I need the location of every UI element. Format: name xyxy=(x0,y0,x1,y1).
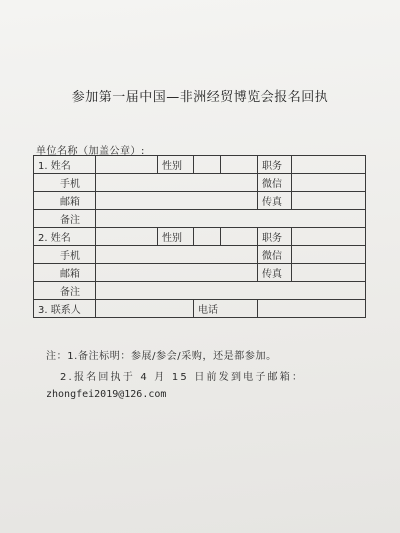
entry-1-name-label: 1. 姓名 xyxy=(34,156,96,174)
entry-1-wechat-label: 微信 xyxy=(258,174,292,192)
table-row xyxy=(34,174,366,192)
note-line-2: 2.报名回执于 4 月 15 日前发到电子邮箱： xyxy=(60,372,305,383)
entry-1-gender-label: 性别 xyxy=(158,156,194,174)
entry-1-gender-field[interactable] xyxy=(194,156,221,174)
entry-1-fax-field[interactable] xyxy=(292,192,366,210)
entry-2-name-label: 2. 姓名 xyxy=(34,228,96,246)
entry-1-fax-label: 传真 xyxy=(258,192,292,210)
entry-2-phone-label: 手机 xyxy=(34,246,96,264)
entry-2-position-field[interactable] xyxy=(292,228,366,246)
table-row xyxy=(34,300,366,318)
table-row xyxy=(34,246,366,264)
entry-2-email-label: 邮箱 xyxy=(34,264,96,282)
note-line-1: 注：1.备注标明：参展/参会/采购，还是都参加。 xyxy=(46,351,277,362)
blank-cell xyxy=(221,228,258,246)
entry-2-wechat-field[interactable] xyxy=(292,246,366,264)
entry-2-gender-field[interactable] xyxy=(194,228,221,246)
entry-2-name-field[interactable] xyxy=(96,228,158,246)
entry-1-name-field[interactable] xyxy=(96,156,158,174)
entry-2-position-label: 职务 xyxy=(258,228,292,246)
entry-2-remark-field[interactable] xyxy=(96,282,366,300)
registration-table xyxy=(33,155,366,318)
table-row xyxy=(34,228,366,246)
entry-2-fax-field[interactable] xyxy=(292,264,366,282)
entry-1-position-label: 职务 xyxy=(258,156,292,174)
entry-1-remark-field[interactable] xyxy=(96,210,366,228)
contact-email: zhongfei2019@126.com xyxy=(46,389,167,400)
entry-1-email-field[interactable] xyxy=(96,192,258,210)
table-row xyxy=(34,192,366,210)
entry-2-gender-label: 性别 xyxy=(158,228,194,246)
entry-1-email-label: 邮箱 xyxy=(34,192,96,210)
entry-2-fax-label: 传真 xyxy=(258,264,292,282)
table-row xyxy=(34,264,366,282)
entry-2-email-field[interactable] xyxy=(96,264,258,282)
contact-phone-field[interactable] xyxy=(258,300,366,318)
table-row xyxy=(34,156,366,174)
entry-1-wechat-field[interactable] xyxy=(292,174,366,192)
blank-cell xyxy=(221,156,258,174)
entry-1-remark-label: 备注 xyxy=(34,210,96,228)
entry-2-remark-label: 备注 xyxy=(34,282,96,300)
unit-name-label: 单位名称（加盖公章）: xyxy=(36,146,145,157)
entry-1-position-field[interactable] xyxy=(292,156,366,174)
entry-2-wechat-label: 微信 xyxy=(258,246,292,264)
entry-1-phone-label: 手机 xyxy=(34,174,96,192)
contact-name-field[interactable] xyxy=(96,300,194,318)
entry-2-phone-field[interactable] xyxy=(96,246,258,264)
contact-label: 3. 联系人 xyxy=(34,300,96,318)
table-row xyxy=(34,210,366,228)
contact-phone-label: 电话 xyxy=(194,300,258,318)
page-title: 参加第一届中国—非洲经贸博览会报名回执 xyxy=(71,90,329,105)
entry-1-phone-field[interactable] xyxy=(96,174,258,192)
table-row xyxy=(34,282,366,300)
